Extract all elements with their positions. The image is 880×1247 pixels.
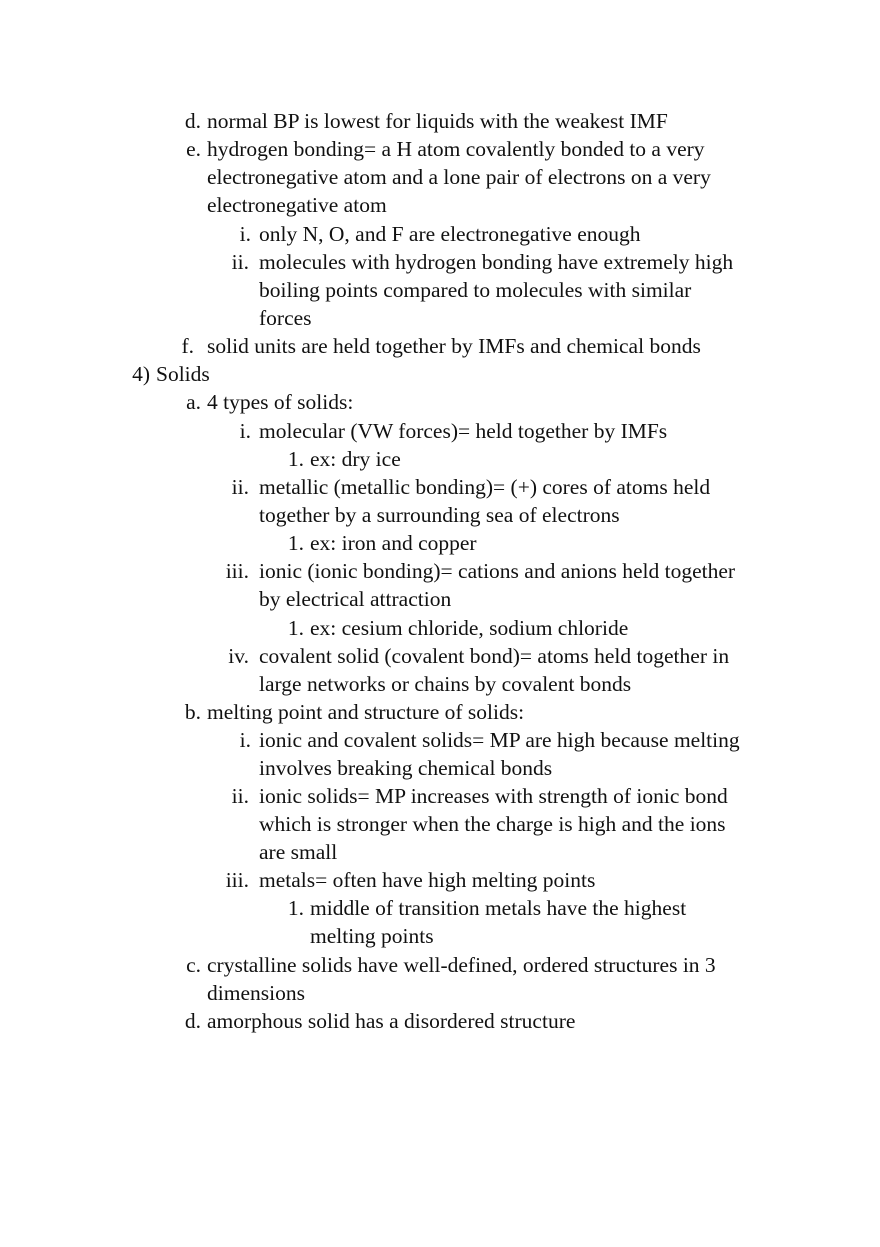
outline-item-a-types-of-solids xyxy=(186,388,354,416)
section-heading: Solids xyxy=(156,362,210,386)
item-text-line: boiling points compared to molecules with similar xyxy=(259,278,692,303)
item-text-line: middle of transition metals have the highest xyxy=(310,896,687,920)
outline-item-a-iii-1 xyxy=(287,614,629,642)
outline-item-e-ii xyxy=(231,248,734,333)
item-marker: f. xyxy=(181,334,194,358)
item-marker: ii. xyxy=(231,784,249,808)
item-marker: 1. xyxy=(287,896,304,920)
item-marker: iii. xyxy=(225,868,249,892)
outline-item-a-iii-ionic xyxy=(225,557,736,613)
item-marker: iv. xyxy=(228,644,249,668)
item-marker: 1. xyxy=(287,447,304,471)
outline-item-e-hydrogen-bonding xyxy=(186,135,711,220)
outline-item-e-i xyxy=(239,220,641,248)
item-text-line: amorphous solid has a disordered structure xyxy=(207,1009,576,1033)
item-text-line: hydrogen bonding= a H atom covalently bonded to a very xyxy=(207,137,705,161)
item-marker: d. xyxy=(184,1009,201,1033)
item-text-line: molecules with hydrogen bonding have extremely high xyxy=(259,250,734,274)
item-marker: i. xyxy=(239,419,251,443)
outline-item-a-ii-metallic xyxy=(231,473,711,529)
item-text-line: ex: iron and copper xyxy=(310,531,477,555)
item-text-line: covalent solid (covalent bond)= atoms held together in xyxy=(259,644,730,668)
item-text-line: electronegative atom and a lone pair of electrons on a very xyxy=(207,165,711,190)
outline-item-d-boiling-point xyxy=(184,107,668,135)
item-text-line: normal BP is lowest for liquids with the weakest IMF xyxy=(207,109,668,133)
outline-item-f xyxy=(181,332,701,360)
item-text-line: 4 types of solids: xyxy=(207,390,354,414)
item-marker: d. xyxy=(184,109,201,133)
outline-item-a-i-molecular xyxy=(239,417,668,445)
item-text-line: melting points xyxy=(310,924,434,949)
outline-item-a-ii-1 xyxy=(287,529,477,557)
outline-section-solids xyxy=(132,360,210,388)
item-text-line: which is stronger when the charge is high and the ions xyxy=(259,812,726,837)
item-text-line: only N, O, and F are electronegative enough xyxy=(259,222,641,246)
item-marker: 1. xyxy=(287,616,304,640)
outline-item-d-amorphous xyxy=(184,1007,576,1035)
outline-item-b-iii xyxy=(225,866,596,894)
item-marker: b. xyxy=(184,700,201,724)
item-marker: ii. xyxy=(231,475,249,499)
outline-item-b-i xyxy=(239,726,740,782)
outline-item-a-i-1 xyxy=(287,445,401,473)
item-text-line: are small xyxy=(259,840,338,865)
item-text-line: ex: dry ice xyxy=(310,447,401,471)
item-marker: i. xyxy=(239,728,251,752)
item-text-line: dimensions xyxy=(207,981,305,1006)
outline-item-b-melting-point xyxy=(184,698,525,726)
item-text-line: ionic solids= MP increases with strength of ionic bond xyxy=(259,784,728,808)
item-marker: iii. xyxy=(225,559,249,583)
item-text-line: ionic and covalent solids= MP are high because melting xyxy=(259,728,740,752)
item-text-line: electronegative atom xyxy=(207,193,387,218)
outline-item-c-crystalline xyxy=(186,951,716,1007)
outline-item-a-iv-covalent xyxy=(228,642,730,698)
item-text-line: molecular (VW forces)= held together by IMFs xyxy=(259,419,668,443)
item-text-line: metallic (metallic bonding)= (+) cores of atoms held xyxy=(259,475,711,499)
item-marker: c. xyxy=(186,953,201,977)
item-marker: ii. xyxy=(231,250,249,274)
item-text-line: ionic (ionic bonding)= cations and anions held together xyxy=(259,559,736,583)
outline-item-b-iii-1 xyxy=(287,894,687,950)
item-marker: 1. xyxy=(287,531,304,555)
item-text-line: together by a surrounding sea of electrons xyxy=(259,503,620,528)
item-marker: i. xyxy=(239,222,251,246)
outline-item-b-ii xyxy=(231,782,728,867)
item-text-line: forces xyxy=(259,306,312,331)
item-marker: e. xyxy=(186,137,201,161)
item-marker: a. xyxy=(186,390,201,414)
item-text-line: solid units are held together by IMFs and chemical bonds xyxy=(207,334,701,358)
item-text-line: ex: cesium chloride, sodium chloride xyxy=(310,616,629,640)
item-text-line: involves breaking chemical bonds xyxy=(259,756,553,781)
item-text-line: by electrical attraction xyxy=(259,587,452,612)
item-text-line: melting point and structure of solids: xyxy=(207,700,525,724)
item-text-line: crystalline solids have well-defined, ordered structures in 3 xyxy=(207,953,716,977)
item-marker: 4) xyxy=(132,362,150,386)
item-text-line: large networks or chains by covalent bonds xyxy=(259,672,632,697)
item-text-line: metals= often have high melting points xyxy=(259,868,596,892)
